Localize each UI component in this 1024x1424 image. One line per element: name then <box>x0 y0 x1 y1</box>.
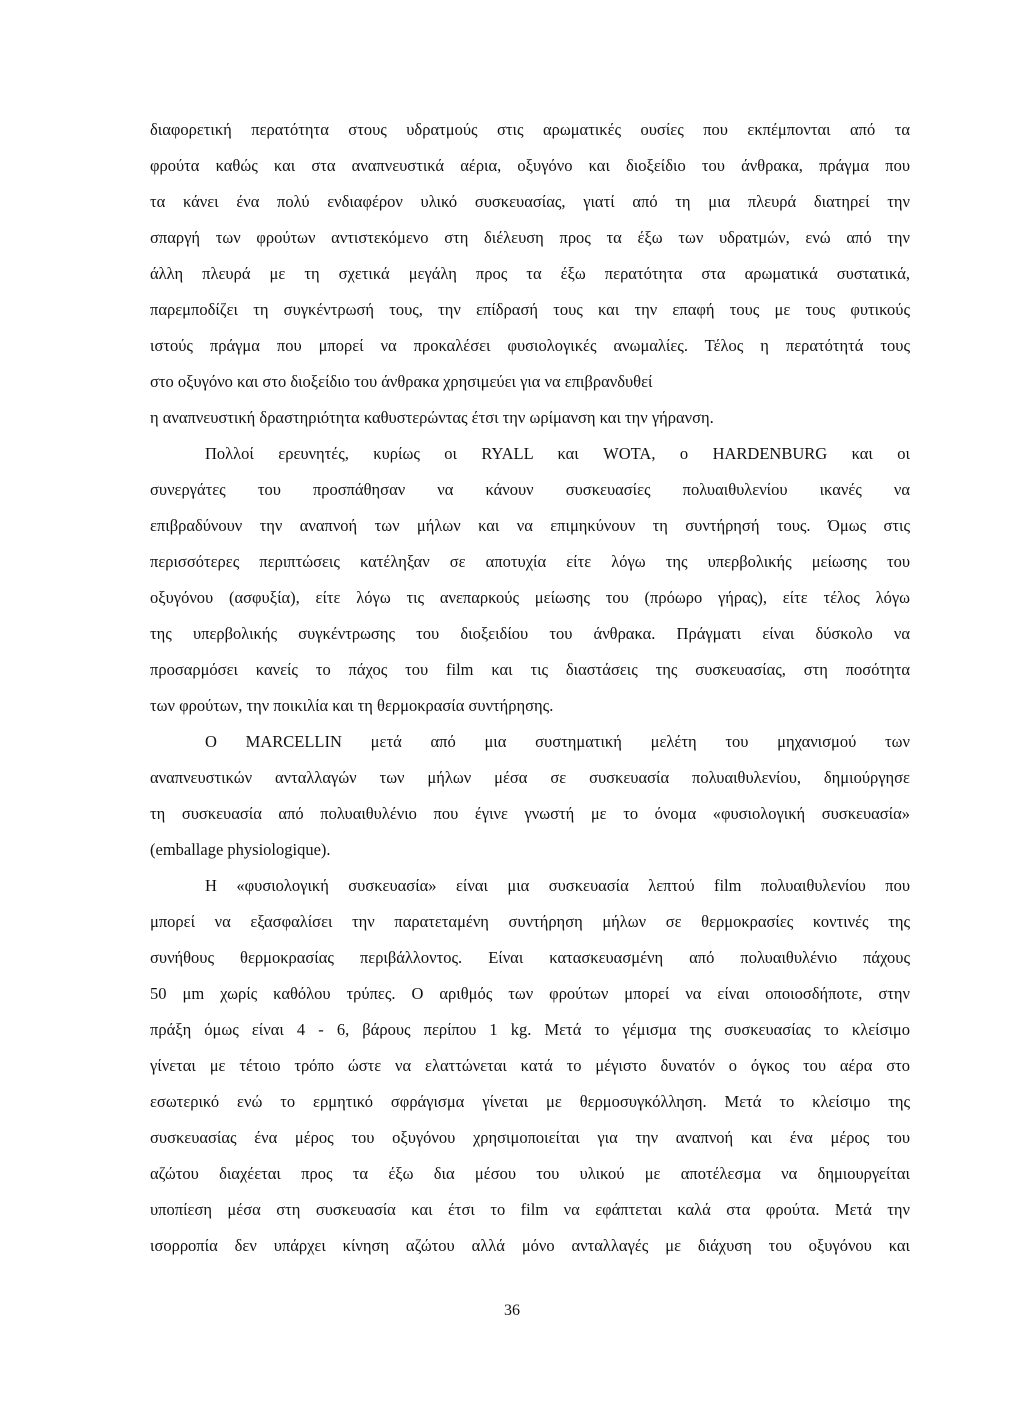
text-line: αναπνευστικών ανταλλαγών των μήλων μέσα σε συσκευασία πολυαιθυλενίου, δημιούργησε <box>150 768 910 787</box>
text-line: της υπερβολικής συγκέντρωσης του διοξειδίου του άνθρακα. Πράγματι είναι δύσκολο να <box>150 624 910 643</box>
text-line: υποπίεση μέσα στη συσκευασία και έτσι το film να εφάπτεται καλά στα φρούτα. Μετά την <box>150 1200 910 1219</box>
text-line: η αναπνευστική δραστηριότητα καθυστερώντας έτσι την ωρίμανση και την γήρανση. <box>150 408 714 427</box>
text-line: των φρούτων, την ποικιλία και τη θερμοκρασία συντήρησης. <box>150 696 554 715</box>
text-line: φρούτα καθώς και στα αναπνευστικά αέρια, οξυγόνο και διοξείδιο του άνθρακα, πράγμα που <box>150 156 910 175</box>
text-line: τα κάνει ένα πολύ ενδιαφέρον υλικό συσκευασίας, γιατί από τη μια πλευρά διατηρεί την <box>150 192 910 211</box>
text-line: ιστούς πράγμα που μπορεί να προκαλέσει φυσιολογικές ανωμαλίες. Τέλος η περατότητά τους <box>150 336 910 355</box>
text-line: παρεμποδίζει τη συγκέντρωσή τους, την επίδρασή τους και την επαφή τους με τους φυτικούς <box>150 300 910 319</box>
text-line: (emballage physiologique). <box>150 840 331 859</box>
text-line: πράξη όμως είναι 4 - 6, βάρους περίπου 1 kg. Μετά το γέμισμα της συσκευασίας το κλείσιμο <box>150 1020 910 1039</box>
paragraph-first-line: Πολλοί ερευνητές, κυρίως οι RYALL και WOTA, ο HARDENBURG και οι <box>205 444 910 463</box>
text-line: οξυγόνου (ασφυξία), είτε λόγω τις ανεπαρκούς μείωσης του (πρόωρο γήρας), είτε τέλος λόγω <box>150 588 910 607</box>
text-line: επιβραδύνουν την αναπνοή των μήλων και να επιμηκύνουν τη συντήρησή τους. Όμως στις <box>150 516 910 535</box>
page-number: 36 <box>504 1302 520 1319</box>
text-line: περισσότερες περιπτώσεις κατέληξαν σε αποτυχία είτε λόγω της υπερβολικής μείωσης του <box>150 552 910 571</box>
text-line: σπαργή των φρούτων αντιστεκόμενο στη διέλευση προς τα έξω των υδρατμών, ενώ από την <box>150 228 910 247</box>
text-line: μπορεί να εξασφαλίσει την παρατεταμένη συντήρηση μήλων σε θερμοκρασίες κοντινές της <box>150 912 910 931</box>
text-line: αζώτου διαχέεται προς τα έξω δια μέσου του υλικού με αποτέλεσμα να δημιουργείται <box>150 1164 910 1183</box>
text-line: εσωτερικό ενώ το ερμητικό σφράγισμα γίνεται με θερμοσυγκόλληση. Μετά το κλείσιμο της <box>150 1092 910 1111</box>
paragraph-first-line: Η «φυσιολογική συσκευασία» είναι μια συσκευασία λεπτού film πολυαιθυλενίου που <box>205 876 910 895</box>
text-line: συνήθους θερμοκρασίας περιβάλλοντος. Είναι κατασκευασμένη από πολυαιθυλένιο πάχους <box>150 948 910 967</box>
text-line: διαφορετική περατότητα στους υδρατμούς στις αρωματικές ουσίες που εκπέμπονται από τα <box>150 120 910 139</box>
text-line: συσκευασίας ένα μέρος του οξυγόνου χρησιμοποιείται για την αναπνοή και ένα μέρος του <box>150 1128 910 1147</box>
text-line: άλλη πλευρά με τη σχετικά μεγάλη προς τα έξω περατότητα στα αρωματικά συστατικά, <box>150 264 910 283</box>
text-line: προσαρμόσει κανείς το πάχος του film και τις διαστάσεις της συσκευασίας, στη ποσότητα <box>150 660 910 679</box>
text-line: τη συσκευασία από πολυαιθυλένιο που έγινε γνωστή με το όνομα «φυσιολογική συσκευασία» <box>150 804 910 823</box>
text-line: 50 μm χωρίς καθόλου τρύπες. Ο αριθμός των φρούτων μπορεί να είναι οποιοσδήποτε, στην <box>150 984 910 1003</box>
text-line: συνεργάτες του προσπάθησαν να κάνουν συσκευασίες πολυαιθυλενίου ικανές να <box>150 480 910 499</box>
text-line: στο οξυγόνο και στο διοξείδιο του άνθρακα χρησιμεύει για να επιβρανδυθεί <box>150 372 653 391</box>
paragraph-first-line: Ο MARCELLIN μετά από μια συστηματική μελέτη του μηχανισμού των <box>205 732 910 751</box>
text-line: ισορροπία δεν υπάρχει κίνηση αζώτου αλλά μόνο ανταλλαγές με διάχυση του οξυγόνου και <box>150 1236 910 1255</box>
text-line: γίνεται με τέτοιο τρόπο ώστε να ελαττώνεται κατά το μέγιστο δυνατόν ο όγκος του αέρα στο <box>150 1056 910 1075</box>
